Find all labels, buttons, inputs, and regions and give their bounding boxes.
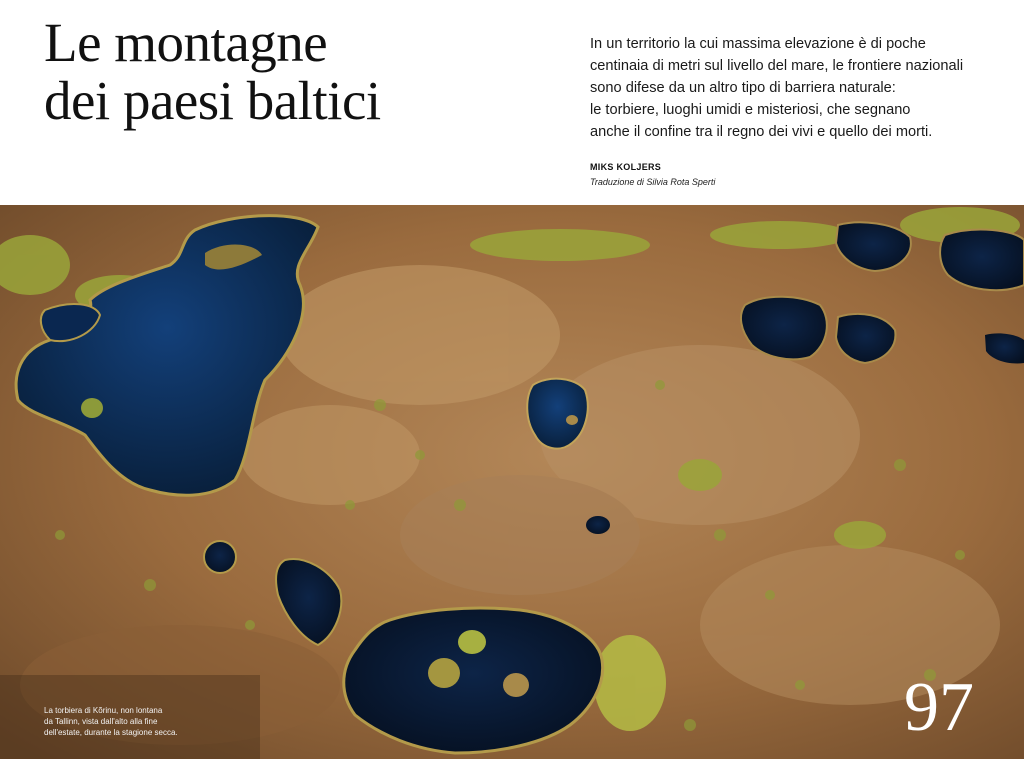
article-title: [44, 14, 524, 130]
pond-island: [566, 415, 578, 425]
small-pond: [586, 516, 610, 534]
article-header: [0, 0, 1024, 205]
standfirst-line: sono difese da un altro tipo di barriera naturale:: [590, 80, 896, 96]
caption-line: da Tallinn, vista dall'alto alla fine: [44, 717, 158, 726]
caption-line: dell'estate, durante la stagione secca.: [44, 728, 178, 737]
translator-credit: Traduzione di Silvia Rota Sperti: [590, 177, 716, 187]
photo-caption: [44, 705, 204, 738]
standfirst-line: centinaia di metri sul livello del mare, le frontiere nazionali: [590, 58, 964, 74]
aerial-bog-photo: [0, 205, 1024, 759]
title-line: Le montagne: [44, 12, 328, 73]
caption-line: La torbiera di Kõrinu, non lontana: [44, 706, 163, 715]
small-pool-left: [204, 541, 236, 573]
standfirst-line: In un territorio la cui massima elevazione è di poche: [590, 36, 926, 52]
standfirst-line: le torbiere, luoghi umidi e misteriosi, che segnano: [590, 102, 911, 118]
standfirst: [590, 33, 990, 143]
page-number: 97: [904, 669, 974, 746]
author-name: MIKS KOLJERS: [590, 162, 662, 172]
standfirst-line: anche il confine tra il regno dei vivi e quello dei morti.: [590, 124, 933, 140]
title-line: dei paesi baltici: [44, 70, 381, 131]
